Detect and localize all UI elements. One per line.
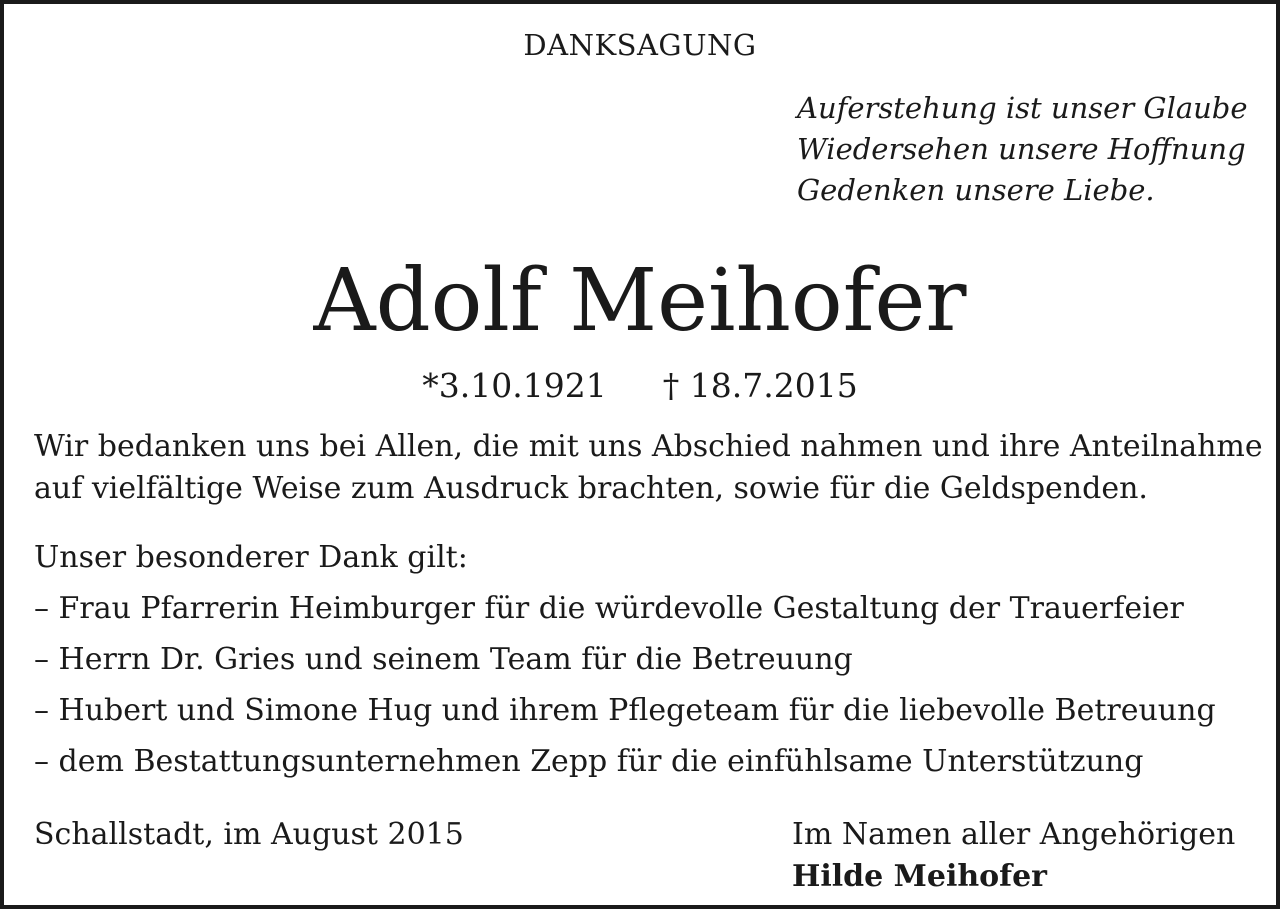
motto-line: Gedenken unsere Liebe. — [797, 173, 1155, 207]
thanks-item: – Hubert und Simone Hug und ihrem Pflegeteam für die liebevolle Betreuung — [34, 693, 1216, 728]
special-thanks-intro: Unser besonderer Dank gilt: — [34, 540, 468, 575]
special-thanks — [34, 532, 1216, 787]
on-behalf-line: Im Namen aller Angehörigen — [792, 817, 1236, 852]
birth-date: *3.10.1921 — [422, 366, 607, 405]
death-date: † 18.7.2015 — [662, 366, 858, 405]
deceased-name: Adolf Meihofer — [313, 251, 967, 351]
place-date: Schallstadt, im August 2015 — [34, 817, 464, 852]
signature-block — [792, 814, 1235, 898]
thanks-item: – Frau Pfarrerin Heimburger für die würdevolle Gestaltung der Trauerfeier — [34, 591, 1184, 626]
life-dates — [4, 364, 1276, 408]
signer-name: Hilde Meihofer — [792, 859, 1047, 894]
motto-line: Auferstehung ist unser Glaube — [797, 91, 1248, 125]
message-line: Wir bedanken uns bei Allen, die mit uns Abschied nahmen und ihre Anteilnahme — [34, 429, 1263, 464]
thank-you-message — [34, 426, 1263, 510]
thanks-item: – Herrn Dr. Gries und seinem Team für die Betreuung — [34, 642, 853, 677]
thanks-item: – dem Bestattungsunternehmen Zepp für die einfühlsame Unterstützung — [34, 744, 1144, 779]
motto-verse — [797, 88, 1248, 211]
notice-heading: DANKSAGUNG — [523, 28, 757, 62]
message-line: auf vielfältige Weise zum Ausdruck brachten, sowie für die Geldspenden. — [34, 471, 1148, 506]
motto-line: Wiedersehen unsere Hoffnung — [797, 132, 1246, 166]
